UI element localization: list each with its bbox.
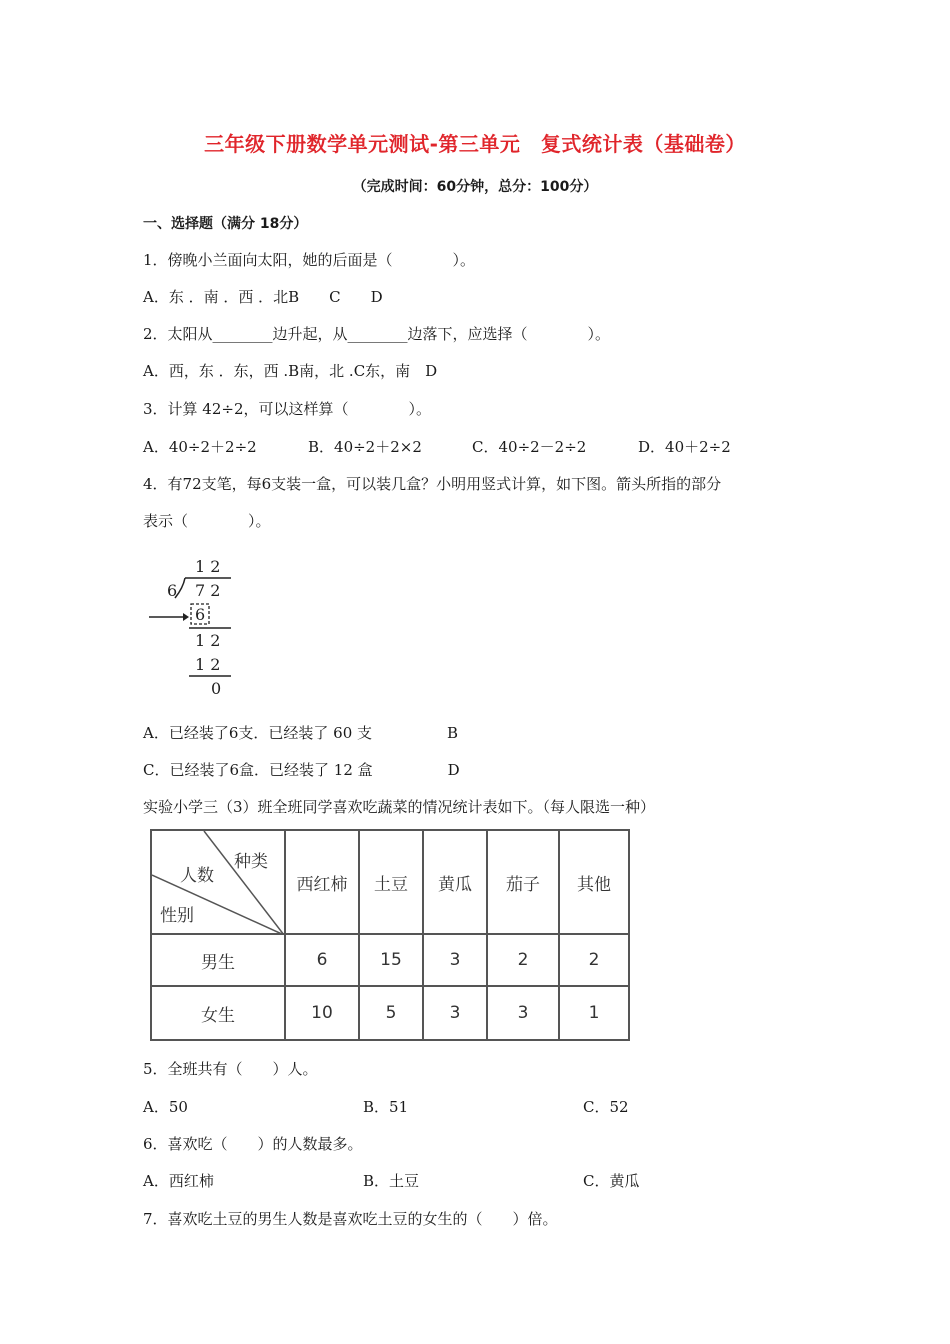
table-cell: 3 (423, 986, 487, 1040)
question-5-stem: 5．全班共有（ ）人。 (143, 1060, 318, 1078)
column-header: 茄子 (487, 830, 559, 934)
question-2-options: A．西，东 ．东，西 .B南，北 .C东，南 D (143, 362, 438, 380)
corner-header-cell (151, 830, 285, 934)
section-heading: 一、选择题（满分 18分） (143, 216, 308, 232)
table-cell: 2 (487, 934, 559, 986)
question-3-option-b: B．40÷2＋2×2 (308, 438, 422, 456)
question-4-stem-line2: 表示（ ）。 (143, 512, 271, 530)
table-intro: 实验小学三（3）班全班同学喜欢吃蔬菜的情况统计表如下。（每人限选一种） (143, 798, 656, 816)
table-cell: 3 (423, 934, 487, 986)
question-5-option-b: B．51 (363, 1098, 409, 1116)
vegetable-stat-table (150, 829, 630, 1041)
table-header-row (151, 830, 629, 934)
column-header: 其他 (559, 830, 629, 934)
question-7-stem: 7．喜欢吃土豆的男生人数是喜欢吃土豆的女生的（ ）倍。 (143, 1210, 558, 1228)
division-remainder: 0 (211, 679, 222, 698)
column-header: 土豆 (359, 830, 423, 934)
table-cell: 10 (285, 986, 359, 1040)
division-quotient: 1 2 (195, 557, 221, 576)
corner-bottom-label: 性别 (160, 906, 194, 926)
question-5-option-c: C．52 (583, 1098, 629, 1116)
long-division-figure (145, 552, 245, 702)
question-6-option-a: A．西红柿 (143, 1172, 214, 1190)
column-header: 黄瓜 (423, 830, 487, 934)
exam-info: （完成时间：60分钟，总分：100分） (352, 179, 598, 195)
table-cell: 5 (359, 986, 423, 1040)
question-6-stem: 6．喜欢吃（ ）的人数最多。 (143, 1135, 363, 1153)
table-cell: 15 (359, 934, 423, 986)
question-1-stem: 1．傍晚小兰面向太阳，她的后面是（ ）。 (143, 251, 476, 269)
division-step3: 1 2 (195, 655, 221, 674)
question-1-options: A．东 ．南 ．西 ．北B C D (143, 288, 383, 306)
question-6-option-c: C．黄瓜 (583, 1172, 640, 1190)
table-cell: 1 (559, 986, 629, 1040)
division-step2: 1 2 (195, 631, 221, 650)
page-title: 三年级下册数学单元测试-第三单元 复式统计表（基础卷） (204, 132, 746, 156)
table-row (151, 934, 629, 986)
question-3-option-d: D．40＋2÷2 (638, 438, 731, 456)
division-step1: 6 (195, 605, 206, 624)
question-4-options-row2: C．已经装了6盒．已经装了 12 盒 D (143, 761, 460, 779)
question-6-option-b: B．土豆 (363, 1172, 420, 1190)
corner-mid-label: 人数 (180, 866, 214, 886)
question-3-option-a: A．40÷2＋2÷2 (143, 438, 257, 456)
question-3-option-c: C．40÷2－2÷2 (472, 438, 587, 456)
question-3-stem: 3．计算 42÷2，可以这样算（ ）。 (143, 400, 432, 418)
corner-top-label: 种类 (234, 852, 268, 872)
question-4-options-row1: A．已经装了6支．已经装了 60 支 B (143, 724, 459, 742)
table-cell: 3 (487, 986, 559, 1040)
division-dividend: 7 2 (195, 581, 221, 600)
row-label: 女生 (151, 986, 285, 1040)
question-2-stem: 2．太阳从________边升起，从________边落下，应选择（ ）。 (143, 325, 611, 343)
column-header: 西红柿 (285, 830, 359, 934)
question-4-stem-line1: 4．有72支笔，每6支装一盒，可以装几盒？小明用竖式计算，如下图。箭头所指的部分 (143, 475, 722, 493)
table-cell: 2 (559, 934, 629, 986)
division-divisor: 6 (167, 581, 178, 600)
table-row (151, 986, 629, 1040)
question-5-option-a: A．50 (143, 1098, 188, 1116)
table-cell: 6 (285, 934, 359, 986)
row-label: 男生 (151, 934, 285, 986)
